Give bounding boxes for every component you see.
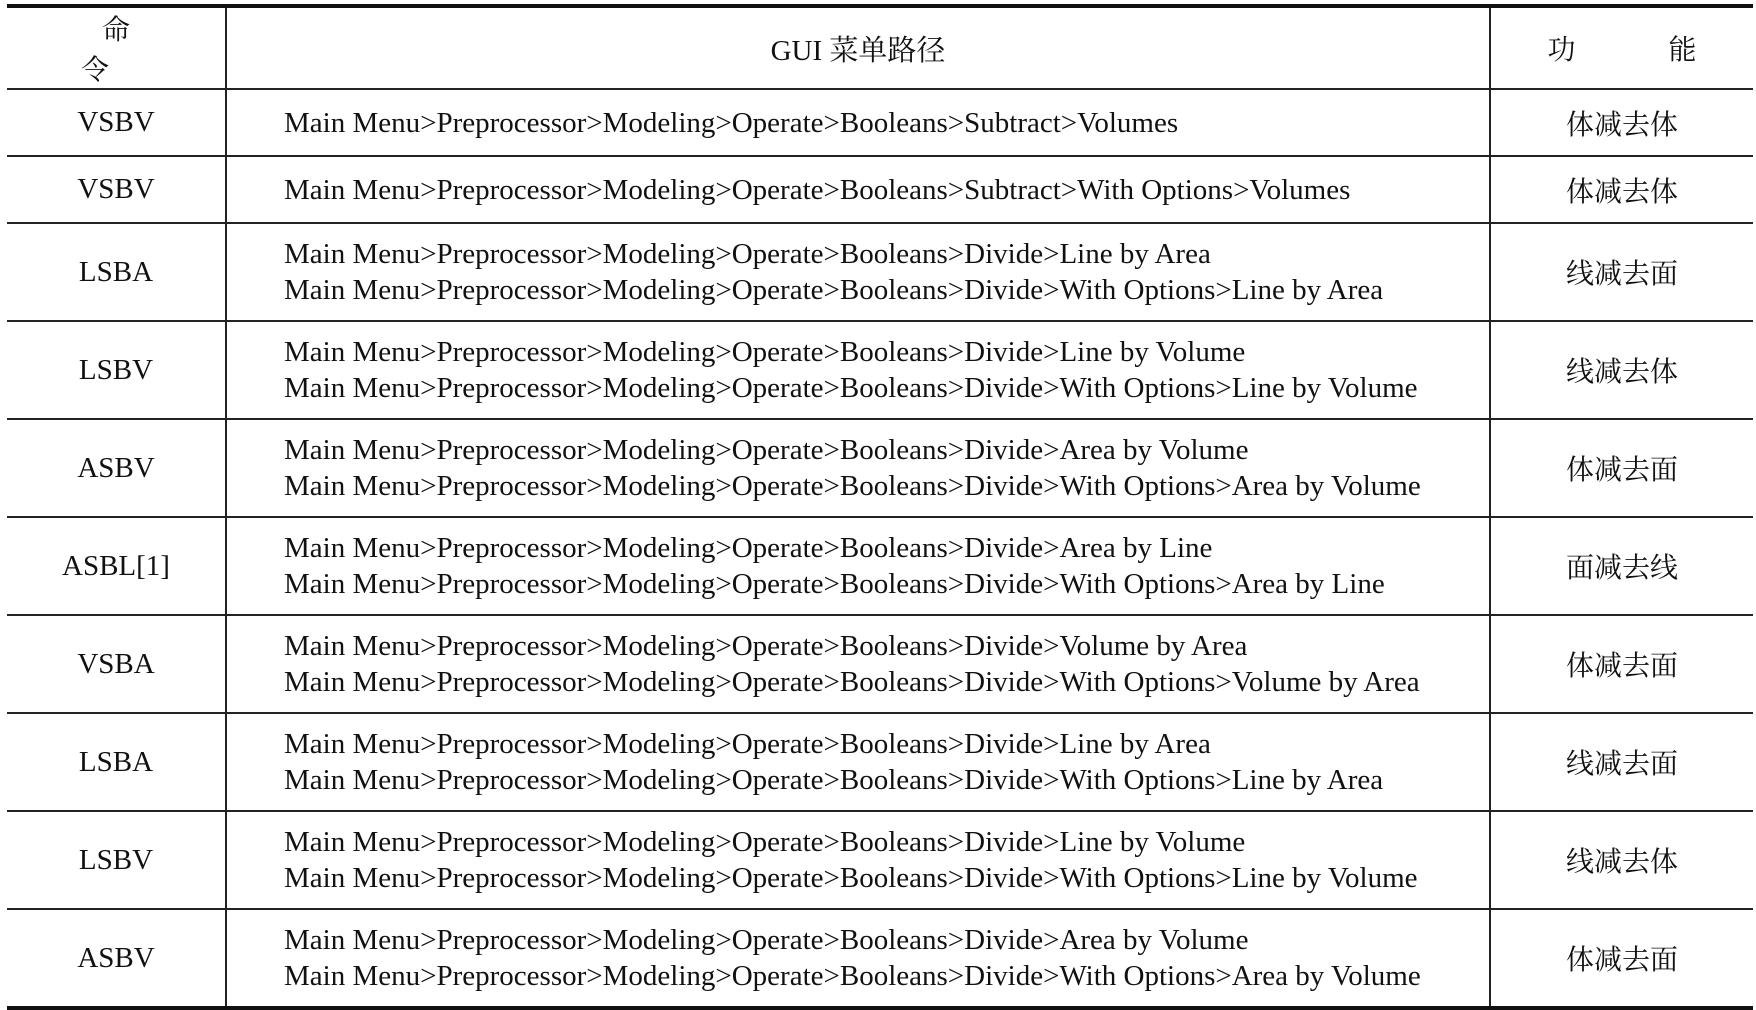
table-row (7, 419, 1753, 517)
gui-path-cell (226, 909, 1490, 1008)
gui-path-cell (226, 713, 1490, 811)
function-cell: 线减去体 (1490, 811, 1753, 909)
gui-path-cell (226, 517, 1490, 615)
command-cell: ASBL[1] (7, 517, 226, 615)
table-row (7, 909, 1753, 1008)
gui-path-line: Main Menu>Preprocessor>Modeling>Operate>Booleans>Divide>Line by Volume (284, 336, 1246, 368)
gui-path-cell (226, 223, 1490, 321)
gui-path-line: Main Menu>Preprocessor>Modeling>Operate>Booleans>Divide>With Options>Volume by Area (284, 666, 1420, 698)
table-row (7, 517, 1753, 615)
function-cell: 线减去面 (1490, 713, 1753, 811)
gui-path-cell (226, 89, 1490, 156)
function-cell: 面减去线 (1490, 517, 1753, 615)
function-cell: 体减去面 (1490, 419, 1753, 517)
header-function: 功 能 (1490, 6, 1753, 89)
gui-path-cell (226, 615, 1490, 713)
gui-path-line: Main Menu>Preprocessor>Modeling>Operate>Booleans>Divide>Line by Area (284, 238, 1211, 270)
table-body (7, 89, 1753, 1008)
header-gui-path: GUI 菜单路径 (226, 6, 1490, 89)
command-cell: VSBV (7, 89, 226, 156)
table-header (7, 6, 1753, 89)
command-cell: LSBA (7, 223, 226, 321)
gui-path-line: Main Menu>Preprocessor>Modeling>Operate>Booleans>Divide>With Options>Area by Volume (284, 470, 1421, 502)
table-row (7, 811, 1753, 909)
table-row (7, 156, 1753, 223)
command-cell: ASBV (7, 909, 226, 1008)
gui-path-cell (226, 156, 1490, 223)
command-cell: VSBA (7, 615, 226, 713)
gui-path-line: Main Menu>Preprocessor>Modeling>Operate>Booleans>Subtract>Volumes (284, 106, 1179, 139)
function-cell: 线减去面 (1490, 223, 1753, 321)
command-cell: LSBV (7, 811, 226, 909)
table-row (7, 223, 1753, 321)
header-command: 命 令 (7, 6, 226, 89)
gui-path-line: Main Menu>Preprocessor>Modeling>Operate>Booleans>Divide>With Options>Line by Volume (284, 372, 1418, 404)
function-cell: 体减去面 (1490, 909, 1753, 1008)
gui-path-line: Main Menu>Preprocessor>Modeling>Operate>Booleans>Divide>With Options>Line by Area (284, 274, 1384, 306)
command-table (7, 4, 1753, 1010)
gui-path-line: Main Menu>Preprocessor>Modeling>Operate>Booleans>Divide>Volume by Area (284, 630, 1248, 662)
gui-path-cell (226, 419, 1490, 517)
command-cell: LSBV (7, 321, 226, 419)
function-cell: 体减去体 (1490, 156, 1753, 223)
command-cell: ASBV (7, 419, 226, 517)
function-cell: 体减去面 (1490, 615, 1753, 713)
function-cell: 体减去体 (1490, 89, 1753, 156)
gui-path-line: Main Menu>Preprocessor>Modeling>Operate>Booleans>Divide>Area by Line (284, 532, 1213, 564)
gui-path-line: Main Menu>Preprocessor>Modeling>Operate>Booleans>Divide>Area by Volume (284, 924, 1249, 956)
header-row (7, 6, 1753, 89)
gui-path-line: Main Menu>Preprocessor>Modeling>Operate>Booleans>Divide>With Options>Line by Volume (284, 862, 1418, 894)
gui-path-line: Main Menu>Preprocessor>Modeling>Operate>Booleans>Divide>With Options>Area by Volume (284, 960, 1421, 992)
table-row (7, 321, 1753, 419)
table-row (7, 615, 1753, 713)
gui-path-line: Main Menu>Preprocessor>Modeling>Operate>Booleans>Subtract>With Options>Volumes (284, 173, 1351, 206)
gui-path-line: Main Menu>Preprocessor>Modeling>Operate>Booleans>Divide>With Options>Area by Line (284, 568, 1385, 600)
command-cell: LSBA (7, 713, 226, 811)
gui-path-cell (226, 811, 1490, 909)
table-row (7, 713, 1753, 811)
gui-path-cell (226, 321, 1490, 419)
gui-path-line: Main Menu>Preprocessor>Modeling>Operate>Booleans>Divide>Line by Area (284, 728, 1211, 760)
gui-path-line: Main Menu>Preprocessor>Modeling>Operate>Booleans>Divide>Area by Volume (284, 434, 1249, 466)
function-cell: 线减去体 (1490, 321, 1753, 419)
gui-path-line: Main Menu>Preprocessor>Modeling>Operate>Booleans>Divide>Line by Volume (284, 826, 1246, 858)
command-cell: VSBV (7, 156, 226, 223)
table-row (7, 89, 1753, 156)
command-table-container (7, 4, 1753, 1010)
gui-path-line: Main Menu>Preprocessor>Modeling>Operate>Booleans>Divide>With Options>Line by Area (284, 764, 1384, 796)
